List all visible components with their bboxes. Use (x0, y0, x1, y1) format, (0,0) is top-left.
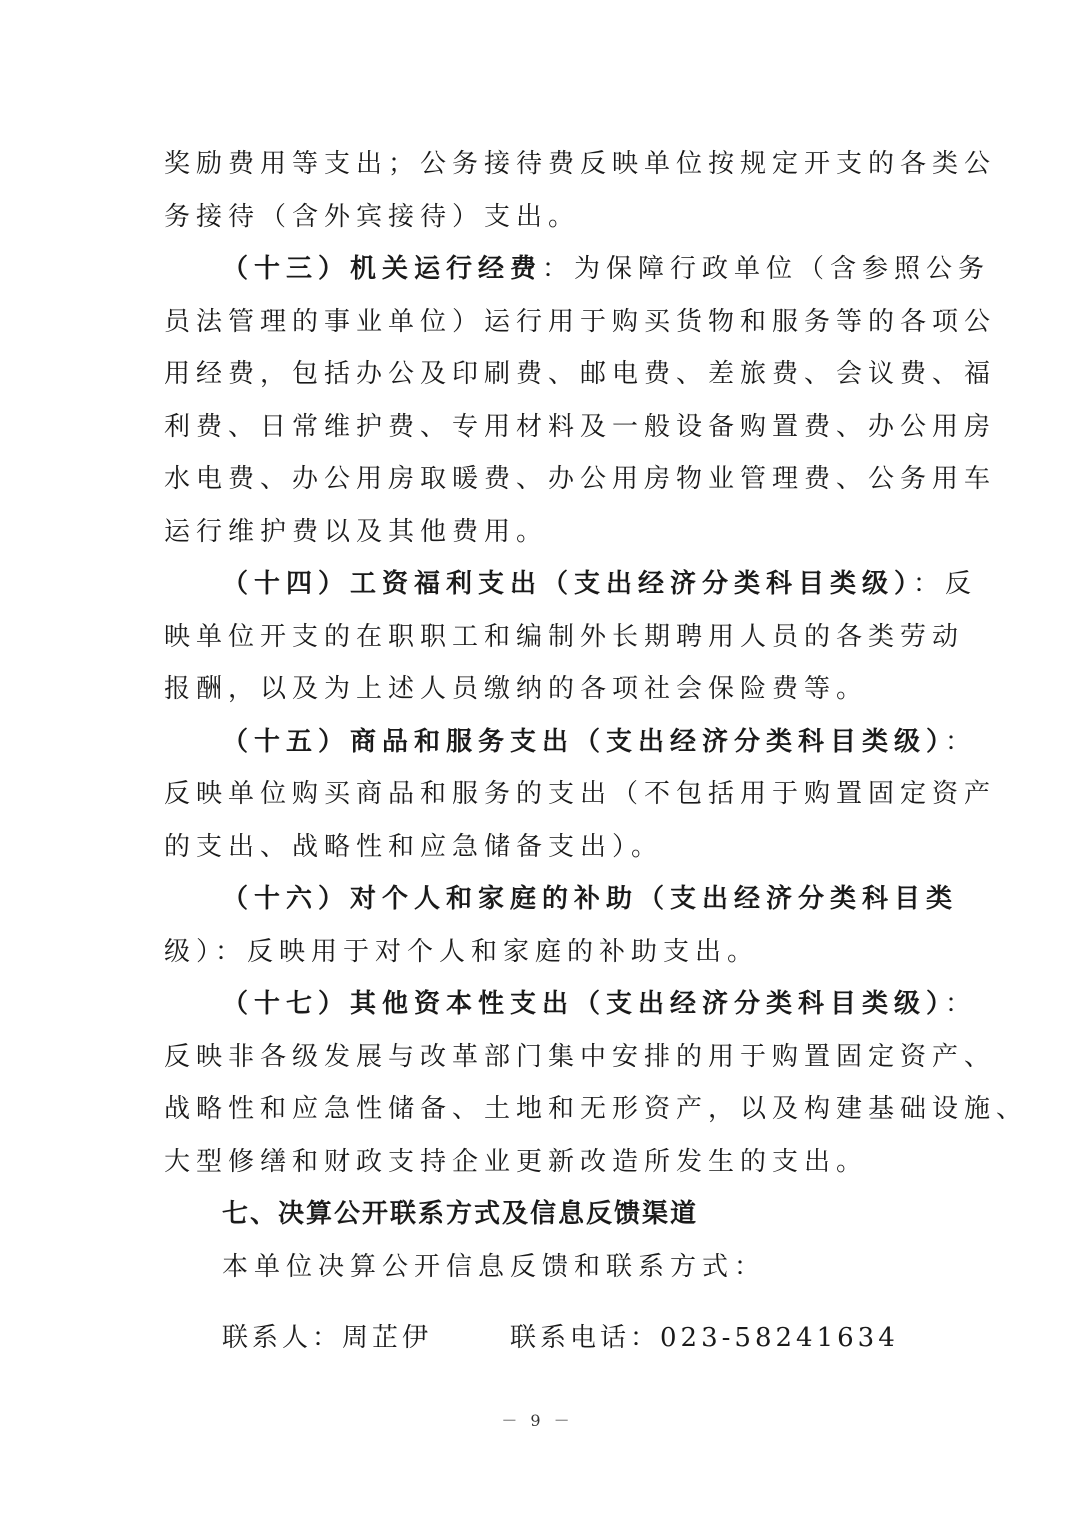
page-number: － 9 － (501, 1411, 574, 1430)
item-heading: （十六）对个人和家庭的补助（支出经济分类科目类 (222, 884, 959, 914)
item-heading: （十五）商品和服务支出（支出经济分类科目类级） (222, 726, 946, 757)
paragraph-first-line (164, 558, 978, 611)
text-line: 运行维护费以及其他费用。 (164, 516, 549, 547)
paragraph-first-line (164, 978, 978, 1031)
text-line: 战略性和应急性储备、土地和无形资产，以及构建基础设施、 (164, 1094, 1029, 1124)
text-run: ：为保障行政单位（含参照公务 (542, 254, 991, 284)
item-heading: （十三）机关运行经费 (222, 254, 543, 284)
section-heading: 七、决算公开联系方式及信息反馈渠道 (222, 1199, 699, 1229)
text-line: 大型修缮和财政支持企业更新改造所发生的支出。 (164, 1146, 869, 1177)
item-heading: （十七）其他资本性支出（支出经济分类科目类级） (222, 989, 946, 1019)
text-line: 反映单位购买商品和服务的支出（不包括用于购置固定资产 (164, 779, 997, 809)
contact-row (222, 1312, 899, 1365)
text-line: 务接待（含外宾接待）支出。 (164, 201, 581, 232)
text-line: 员法管理的事业单位）运行用于购买货物和服务等的各项公 (164, 306, 997, 337)
text-run: ： (945, 726, 978, 757)
contact-person: 联系人：周芷伊 (222, 1323, 433, 1353)
text-line: 奖励费用等支出；公务接待费反映单位按规定开支的各类公 (164, 149, 997, 179)
contact-phone: 联系电话：023-58241634 (510, 1323, 899, 1353)
text-line: 水电费、办公用房取暖费、办公用房物业管理费、公务用车 (164, 464, 997, 494)
text-line: 映单位开支的在职职工和编制外长期聘用人员的各类劳动 (164, 621, 965, 652)
text-line: 级）：反映用于对个人和家庭的补助支出。 (164, 936, 760, 967)
text-line: 的支出、战略性和应急储备支出）。 (164, 831, 664, 862)
paragraph-first-line (164, 716, 978, 769)
paragraph-first-line (164, 873, 959, 926)
paragraph-first-line (164, 243, 991, 296)
item-heading: （十四）工资福利支出（支出经济分类科目类级） (222, 569, 914, 599)
contact-intro: 本单位决算公开信息反馈和联系方式： (222, 1251, 767, 1282)
text-line: 用经费，包括办公及印刷费、邮电费、差旅费、会议费、福 (164, 359, 997, 389)
text-line: 利费、日常维护费、专用材料及一般设备购置费、办公用房 (164, 411, 997, 442)
text-line: 反映非各级发展与改革部门集中安排的用于购置固定资产、 (164, 1041, 997, 1072)
text-run: ：反 (913, 569, 978, 599)
body-text (164, 138, 1029, 1293)
text-run: ： (945, 989, 978, 1019)
text-line: 报酬，以及为上述人员缴纳的各项社会保险费等。 (164, 674, 869, 704)
